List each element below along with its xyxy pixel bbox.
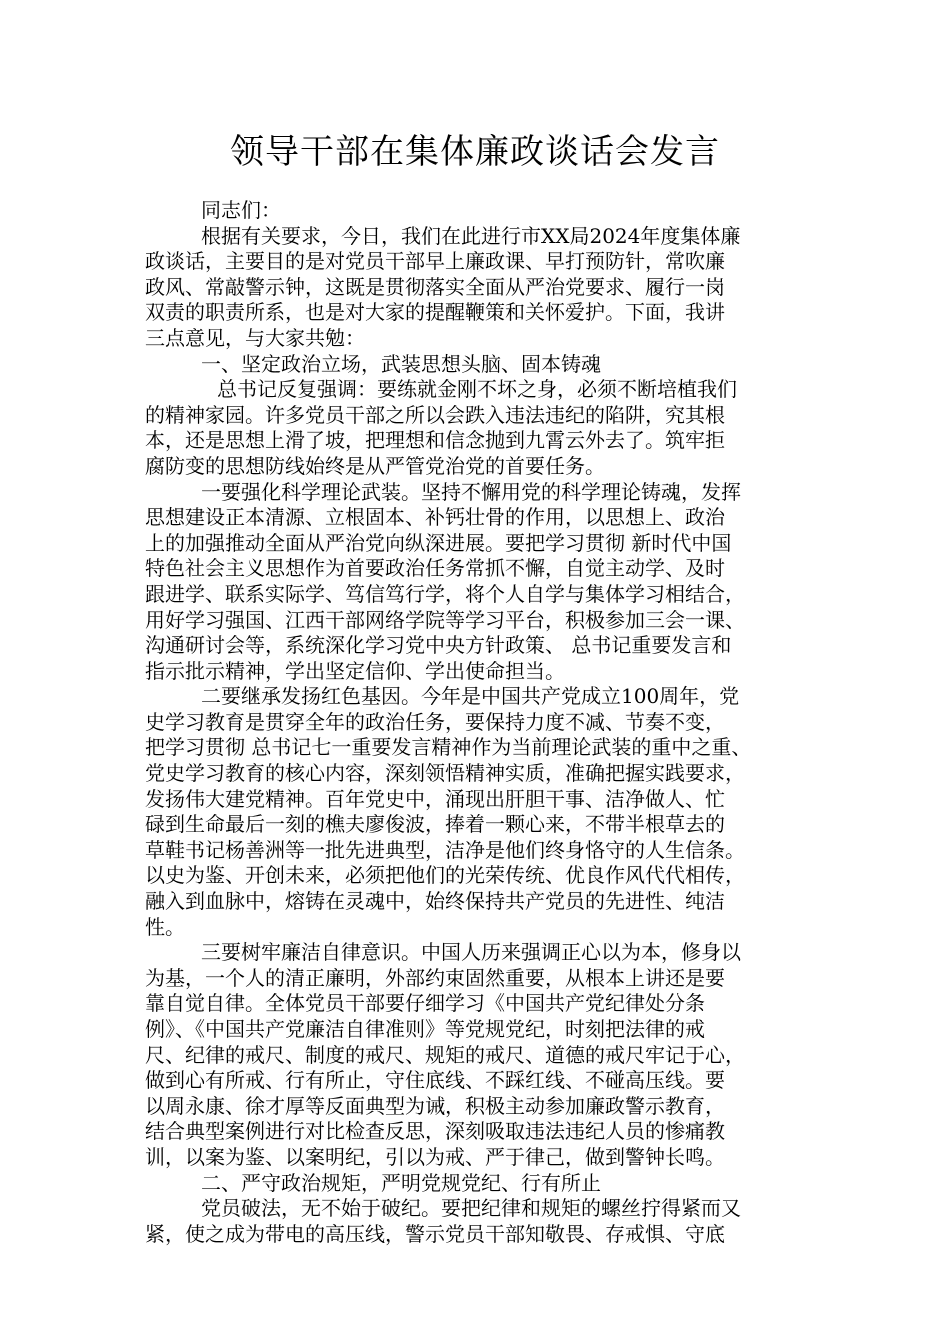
text-line: 沟通研讨会等，系统深化学习党中央方针政策、 总书记重要发言和 bbox=[145, 633, 732, 658]
text-line: 训，以案为鉴、以案明纪，引以为戒、严于律己，做到警钟长鸣。 bbox=[145, 1144, 725, 1169]
text-line: 发扬伟大建党精神。百年党史中，涌现出肝胆干事、洁净做人、忙 bbox=[145, 786, 725, 811]
text-line: 根据有关要求，今日，我们在此进行市XX局2024年度集体廉 bbox=[201, 223, 741, 248]
text-line: 双责的职责所系，也是对大家的提醒鞭策和关怀爱护。下面，我讲 bbox=[145, 300, 725, 325]
text-line: 跟进学、联系实际学、笃信笃行学，将个人自学与集体学习相结合， bbox=[145, 581, 745, 606]
body-paragraph bbox=[145, 940, 805, 1170]
text-line: 把学习贯彻 总书记七一重要发言精神作为当前理论武装的重中之重、 bbox=[145, 735, 752, 760]
text-line: 思想建设正本清源、立根固本、补钙壮骨的作用，以思想上、政治 bbox=[145, 505, 725, 530]
text-line: 三点意见，与大家共勉： bbox=[145, 325, 365, 350]
text-line: 为基，一个人的清正廉明，外部约束固然重要，从根本上讲还是要 bbox=[145, 965, 725, 990]
text-line: 以史为鉴、开创未来，必须把他们的光荣传统、优良作风代代相传， bbox=[145, 863, 745, 888]
document-body bbox=[145, 198, 805, 1247]
text-line: 例》、《中国共产党廉洁自律准则》等党规党纪，时刻把法律的戒 bbox=[145, 1017, 705, 1041]
text-line: 以周永康、徐才厚等反面典型为诫，积极主动参加廉政警示教育， bbox=[145, 1093, 725, 1118]
text-line: 党史学习教育的核心内容，深刻领悟精神实质，准确把握实践要求， bbox=[145, 761, 745, 786]
text-line: 三要树牢廉洁自律意识。中国人历来强调正心以为本，修身以 bbox=[201, 940, 741, 965]
text-line: 用好学习强国、江西干部网络学院等学习平台，积极参加三会一课、 bbox=[145, 607, 745, 632]
text-line: 紧，使之成为带电的高压线，警示党员干部知敬畏、存戒惧、守底 bbox=[145, 1221, 725, 1246]
text-line: 政风、常敲警示钟，这既是贯彻落实全面从严治党要求、履行一岗 bbox=[145, 274, 725, 299]
text-line: 草鞋书记杨善洲等一批先进典型，洁净是他们终身恪守的人生信条。 bbox=[145, 837, 745, 862]
body-paragraph bbox=[145, 377, 805, 479]
text-line: 指示批示精神，学出坚定信仰、学出使命担当。 bbox=[145, 658, 565, 683]
text-line: 的精神家园。许多党员干部之所以会跌入违法违纪的陷阱，究其根 bbox=[145, 402, 725, 427]
text-line: 二、严守政治规矩，严明党规党纪、行有所止 bbox=[201, 1170, 601, 1195]
text-line: 特色社会主义思想作为首要政治任务常抓不懈，自觉主动学、及时 bbox=[145, 556, 725, 581]
text-line: 结合典型案例进行对比检查反思，深刻吸取违法违纪人员的惨痛教 bbox=[145, 1119, 725, 1144]
text-line: 政谈话，主要目的是对党员干部早上廉政课、早打预防针，常吹廉 bbox=[145, 249, 725, 274]
text-line: 性。 bbox=[145, 914, 185, 939]
text-line: 总书记反复强调：要练就金刚不坏之身，必须不断培植我们 bbox=[217, 377, 737, 402]
text-line: 融入到血脉中，熔铸在灵魂中，始终保持共产党员的先进性、纯洁 bbox=[145, 889, 725, 914]
text-line: 一、坚定政治立场，武装思想头脑、固本铸魂 bbox=[201, 351, 601, 376]
text-line: 二要继承发扬红色基因。今年是中国共产党成立100周年，党 bbox=[201, 684, 740, 709]
text-line: 本，还是思想上滑了坡，把理想和信念抛到九霄云外去了。筑牢拒 bbox=[145, 428, 725, 453]
greeting-text: 同志们： bbox=[201, 198, 281, 222]
text-line: 腐防变的思想防线始终是从严管党治党的首要任务。 bbox=[145, 453, 605, 478]
document-title: 领导干部在集体廉政谈话会发言 bbox=[230, 132, 720, 172]
text-line: 靠自觉自律。全体党员干部要仔细学习《中国共产党纪律处分条 bbox=[145, 991, 705, 1016]
text-line: 一要强化科学理论武装。坚持不懈用党的科学理论铸魂，发挥 bbox=[201, 479, 741, 504]
section-heading bbox=[145, 1171, 805, 1197]
body-paragraph bbox=[145, 224, 805, 352]
text-line: 史学习教育是贯穿全年的政治任务，要保持力度不减、节奏不变， bbox=[145, 709, 725, 734]
text-line: 做到心有所戒、行有所止，守住底线、不踩红线、不碰高压线。要 bbox=[145, 1068, 725, 1093]
greeting bbox=[145, 198, 805, 224]
body-paragraph bbox=[145, 684, 805, 940]
text-line: 碌到生命最后一刻的樵夫廖俊波，捧着一颗心来，不带半根草去的 bbox=[145, 812, 725, 837]
body-paragraph bbox=[145, 1196, 805, 1247]
text-line: 上的加强推动全面从严治党向纵深进展。要把学习贯彻 新时代中国 bbox=[145, 530, 732, 555]
section-heading bbox=[145, 352, 805, 378]
text-line: 尺、纪律的戒尺、制度的戒尺、规矩的戒尺、道德的戒尺牢记于心， bbox=[145, 1042, 745, 1067]
text-line: 党员破法，无不始于破纪。要把纪律和规矩的螺丝拧得紧而又 bbox=[201, 1196, 741, 1221]
body-paragraph bbox=[145, 480, 805, 685]
